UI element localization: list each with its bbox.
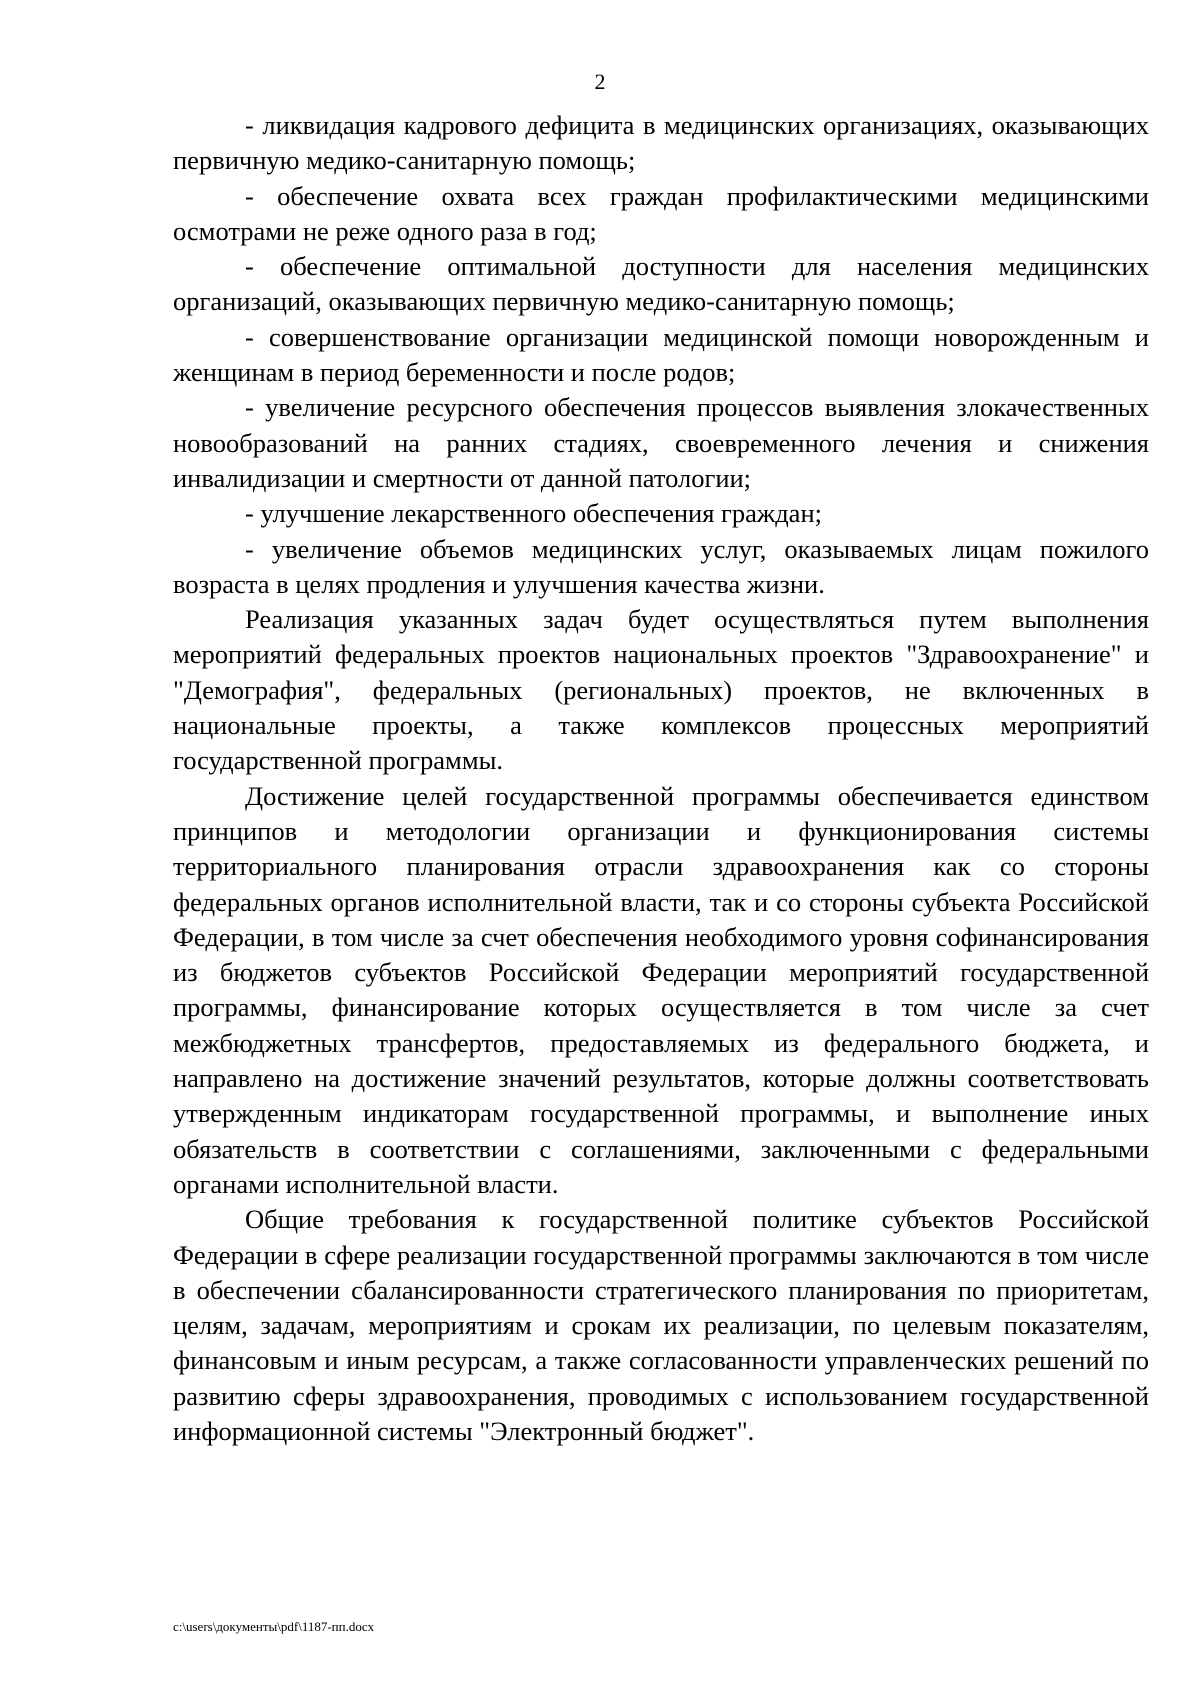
paragraph: - увеличение ресурсного обеспечения процессов выявления злокачественных новообразований на ранних стадиях, своевременного лечения и снижения инвалидизации и смертности от данной патологии; — [173, 392, 1149, 493]
paragraph: Общие требования к государственной политике субъектов Российской Федерации в сфере реализации государственной программы заключаются в том числе в обеспечении сбалансированности стратегического планирования по приоритетам, целям, задачам, мероприятиям и срокам их реализации, по целевым показателям, финансовым и иным ресурсам, а также согласованности управленческих решений по развитию сферы здравоохранения, проводимых с использованием государственной информационной системы "Электронный бюджет". — [173, 1204, 1149, 1446]
paragraph: - улучшение лекарственного обеспечения граждан; — [245, 498, 822, 529]
paragraph: - совершенствование организации медицинской помощи новорожденным и женщинам в период беременности и после родов; — [173, 321, 1149, 388]
paragraph: - увеличение объемов медицинских услуг, оказываемых лицам пожилого возраста в целях продления и улучшения качества жизни. — [173, 533, 1149, 599]
footer-file-path: c:\users\документы\pdf\1187-пп.docx — [173, 1619, 375, 1634]
paragraph: Реализация указанных задач будет осуществляться путем выполнения мероприятий федеральных проектов национальных проектов "Здравоохранение" и "Демография", федеральных (региональных) проектов, не включенных в национальные проекты, а также комплексов процессных мероприятий государственной программы. — [173, 604, 1149, 776]
paragraph: - обеспечение охвата всех граждан профилактическими медицинскими осмотрами не реже одного раза в год; — [173, 180, 1149, 246]
paragraph: - ликвидация кадрового дефицита в медицинских организациях, оказывающих первичную медико-санитарную помощь; — [173, 110, 1149, 176]
page-number: 2 — [594, 69, 606, 94]
paragraph: - обеспечение оптимальной доступности для населения медицинских организаций, оказывающих первичную медико-санитарную помощь; — [173, 251, 1149, 317]
document-body — [173, 108, 1149, 1449]
paragraph: Достижение целей государственной программы обеспечивается единством принципов и методологии организации и функционирования системы территориального планирования отрасли здравоохранения как со стороны федеральных органов исполнительной власти, так и со стороны субъекта Российской Федерации, в том числе за счет обеспечения необходимого уровня софинансирования из бюджетов субъектов Российской Федерации мероприятий государственной программы, финансирование которых осуществляется в том числе за счет межбюджетных трансфертов, предоставляемых из федерального бюджета, и направлено на достижение значений результатов, которые должны соответствовать утвержденным индикаторам государственной программы, и выполнение иных обязательств в соответствии с соглашениями, заключенными с федеральными органами исполнительной власти. — [173, 780, 1149, 1199]
